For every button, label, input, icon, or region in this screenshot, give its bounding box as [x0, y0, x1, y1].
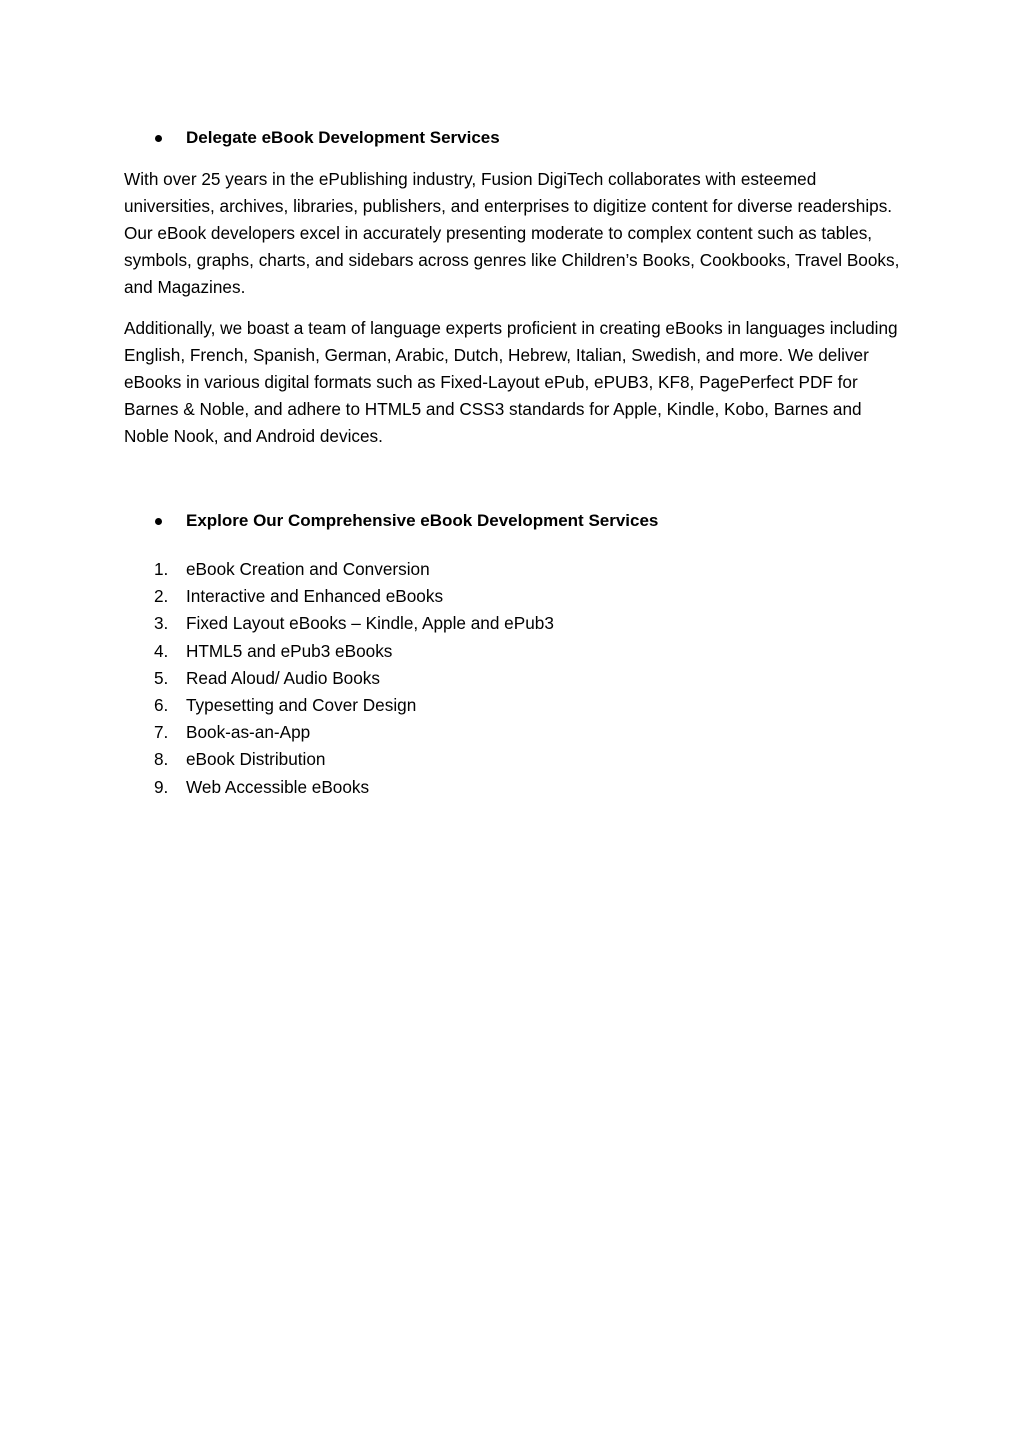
list-item-label: Read Aloud/ Audio Books [186, 667, 380, 688]
list-item-number: 7. [154, 722, 169, 743]
list-item-label: Interactive and Enhanced eBooks [186, 586, 444, 607]
list-item [124, 774, 904, 801]
section-heading-delegate [124, 126, 904, 150]
section-heading-text: Explore Our Comprehensive eBook Development Services [186, 511, 659, 530]
languages-paragraph: Additionally, we boast a team of language experts proficient in creating eBooks in languages including English, French, Spanish, German, Arabic, Dutch, Hebrew, Italian, Swedish, and more. We deliver eBooks in various digital formats such as Fixed-Layout ePub, ePUB3, KF8, PagePerfect PDF for Barnes & Noble, and adhere to HTML5 and CSS3 standards for Apple, Kindle, Kobo, Barnes and Noble Nook, and Android devices. [124, 318, 898, 446]
list-item-label: Typesetting and Cover Design [186, 695, 417, 716]
list-item-number: 4. [154, 640, 169, 661]
list-item-label: Fixed Layout eBooks – Kindle, Apple and ePub3 [186, 613, 554, 634]
bullet-icon [155, 518, 162, 525]
list-item [124, 746, 904, 773]
list-item-label: eBook Creation and Conversion [186, 559, 430, 579]
intro-paragraph: With over 25 years in the ePublishing industry, Fusion DigiTech collaborates with esteemed universities, archives, libraries, publishers, and enterprises to digitize content for diverse readerships. Our eBook developers excel in accurately presenting moderate to complex content such as tables, symbols, graphs, charts, and sidebars across genres like Children’s Books, Cookbooks, Travel Books, and Magazines. [124, 169, 900, 297]
list-item [124, 610, 904, 637]
list-item-number: 3. [154, 613, 169, 634]
list-item-number: 8. [154, 749, 169, 770]
list-item [124, 719, 904, 746]
list-item [124, 638, 904, 665]
bullet-icon [155, 135, 162, 142]
list-item-number: 9. [154, 776, 169, 797]
services-list [124, 556, 904, 801]
list-item [124, 556, 904, 583]
section-heading-explore [124, 509, 904, 533]
list-item-number: 6. [154, 695, 169, 716]
list-item-number: 2. [154, 586, 169, 607]
section-heading-text: Delegate eBook Development Services [186, 128, 500, 147]
list-item-label: HTML5 and ePub3 eBooks [186, 640, 393, 661]
page-content [124, 126, 904, 801]
list-item [124, 692, 904, 719]
list-item [124, 583, 904, 610]
list-item-number: 5. [154, 667, 169, 688]
list-item-label: eBook Distribution [186, 749, 326, 770]
list-item [124, 665, 904, 692]
list-item-number: 1. [154, 559, 169, 579]
list-item-label: Book-as-an-App [186, 722, 311, 743]
list-item-label: Web Accessible eBooks [186, 776, 370, 797]
